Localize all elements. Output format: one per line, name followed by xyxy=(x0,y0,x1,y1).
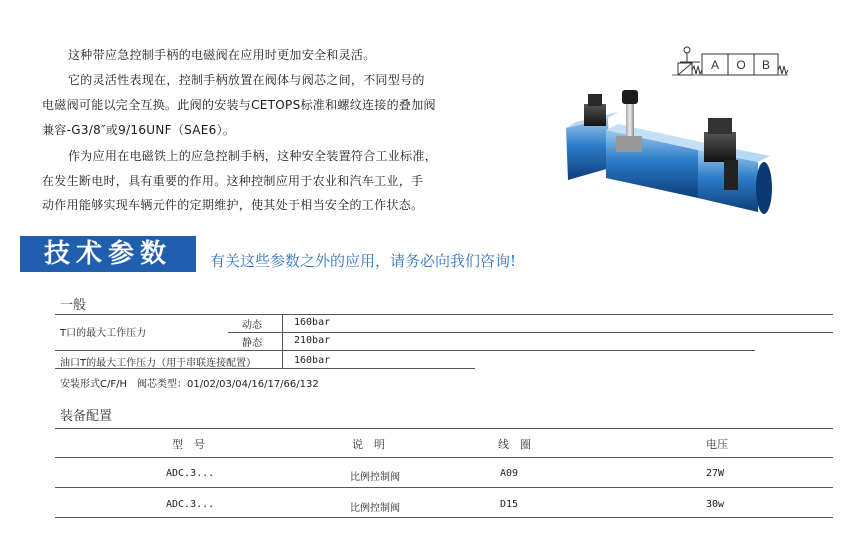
col-header-model: 型 号 xyxy=(172,438,205,451)
intro-line: 在发生断电时，具有重要的作用。这种控制应用于农业和汽车工业，手 xyxy=(42,174,424,188)
static-label: 静态 xyxy=(242,338,262,349)
intro-line: 作为应用在电磁铁上的应急控制手柄，这种安全装置符合工业标准， xyxy=(68,149,438,163)
general-heading: 一般 xyxy=(60,298,87,313)
port-b-label: B xyxy=(761,58,771,72)
divider xyxy=(282,314,283,368)
col-header-coil: 线 圈 xyxy=(498,438,531,451)
port-a-label: A xyxy=(710,58,720,72)
row-desc: 比例控制阀 xyxy=(350,503,400,514)
banner-note: 有关这些参数之外的应用，请务必向我们咨询! xyxy=(210,252,517,270)
row-desc: 比例控制阀 xyxy=(350,472,400,483)
divider xyxy=(55,314,833,315)
row-coil: A09 xyxy=(500,468,519,479)
divider xyxy=(228,332,833,333)
solenoid-valve-photo xyxy=(548,88,778,223)
row-model: ADC.3... xyxy=(166,468,215,479)
mount-text: 安装形式C/F/H 阀芯类型：01/02/03/04/16/17/66/132 xyxy=(60,379,319,390)
oil-t-label: 油口T的最大工作压力（用于串联连接配置） xyxy=(60,358,257,369)
dynamic-label: 动态 xyxy=(242,320,262,331)
divider xyxy=(55,428,833,429)
oil-t-value: 160bar xyxy=(294,355,331,366)
divider xyxy=(55,517,833,518)
intro-line: 电磁阀可能以完全互换。此阀的安装与CETOPS标准和螺纹连接的叠加阀 xyxy=(42,98,436,112)
dynamic-value: 160bar xyxy=(294,317,331,328)
static-value: 210bar xyxy=(294,335,331,346)
section-banner-title: 技术参数 xyxy=(20,236,196,272)
row-voltage: 30w xyxy=(706,499,725,510)
intro-line: 兼容-G3/8″或9/16UNF（SAE6）。 xyxy=(42,123,236,137)
col-header-desc: 说 明 xyxy=(352,438,385,451)
port-o-label: O xyxy=(736,58,746,72)
row-voltage: 27W xyxy=(706,468,725,479)
intro-line: 动作用能够实现车辆元件的定期维护，使其处于相当安全的工作状态。 xyxy=(42,198,424,212)
divider xyxy=(55,368,475,369)
divider xyxy=(55,457,833,458)
divider xyxy=(55,350,755,351)
valve-symbol-diagram xyxy=(670,44,790,84)
row-coil: D15 xyxy=(500,499,519,510)
intro-line: 它的灵活性表现在，控制手柄放置在阀体与阀芯之间，不同型号的 xyxy=(68,73,425,87)
t-pressure-label: T口的最大工作压力 xyxy=(60,328,147,339)
col-header-voltage: 电压 xyxy=(706,438,728,451)
row-model: ADC.3... xyxy=(166,499,215,510)
intro-line: 这种带应急控制手柄的电磁阀在应用时更加安全和灵活。 xyxy=(68,48,376,62)
divider xyxy=(55,487,833,488)
config-heading: 装备配置 xyxy=(60,409,113,424)
